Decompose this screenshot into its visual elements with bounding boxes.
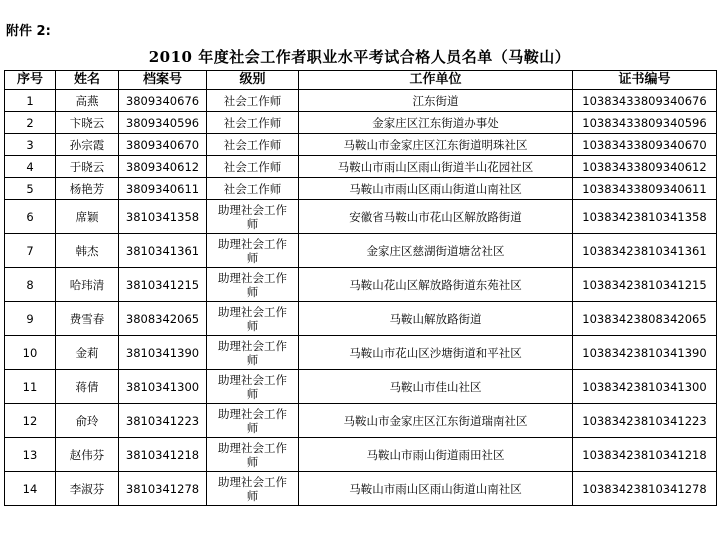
cell-cert: 10383433809340612 <box>573 156 717 178</box>
document-title: 2010 年度社会工作者职业水平考试合格人员名单（马鞍山） <box>148 48 571 66</box>
cell-cert: 10383423810341278 <box>573 472 717 506</box>
table-row <box>5 156 717 178</box>
cell-no: 9 <box>5 302 56 336</box>
cell-file: 3810341361 <box>119 234 207 268</box>
cell-no: 5 <box>5 178 56 200</box>
cell-name: 韩杰 <box>56 234 119 268</box>
col-header-name: 姓名 <box>56 71 119 90</box>
cell-cert: 10383423810341218 <box>573 438 717 472</box>
col-header-cert: 证书编号 <box>573 71 717 90</box>
table-row <box>5 234 717 268</box>
cell-cert: 10383423810341361 <box>573 234 717 268</box>
cell-file: 3809340612 <box>119 156 207 178</box>
cell-unit: 江东街道 <box>299 90 573 112</box>
cell-file: 3808342065 <box>119 302 207 336</box>
cell-level: 助理社会工作师 <box>207 200 299 234</box>
cell-no: 12 <box>5 404 56 438</box>
cell-name: 高燕 <box>56 90 119 112</box>
cell-level: 社会工作师 <box>207 90 299 112</box>
cell-name: 蒋倩 <box>56 370 119 404</box>
cell-file: 3810341390 <box>119 336 207 370</box>
cell-file: 3809340611 <box>119 178 207 200</box>
cell-unit: 金家庄区江东街道办事处 <box>299 112 573 134</box>
cell-no: 11 <box>5 370 56 404</box>
col-header-level: 级别 <box>207 71 299 90</box>
cell-no: 13 <box>5 438 56 472</box>
table-row <box>5 302 717 336</box>
cell-no: 3 <box>5 134 56 156</box>
cell-name: 哈玮清 <box>56 268 119 302</box>
table-row <box>5 200 717 234</box>
cell-cert: 10383423810341300 <box>573 370 717 404</box>
cell-cert: 10383423810341223 <box>573 404 717 438</box>
cell-name: 杨艳芳 <box>56 178 119 200</box>
cell-name: 于晓云 <box>56 156 119 178</box>
cell-no: 14 <box>5 472 56 506</box>
table-row <box>5 472 717 506</box>
roster-table <box>4 70 717 506</box>
cell-unit: 马鞍山市花山区沙塘街道和平社区 <box>299 336 573 370</box>
table-row <box>5 438 717 472</box>
cell-file: 3809340596 <box>119 112 207 134</box>
cell-name: 俞玲 <box>56 404 119 438</box>
table-row <box>5 336 717 370</box>
table-row <box>5 112 717 134</box>
table-row <box>5 134 717 156</box>
cell-level: 社会工作师 <box>207 156 299 178</box>
cell-level: 助理社会工作师 <box>207 336 299 370</box>
roster-body <box>5 90 717 506</box>
cell-cert: 10383433809340676 <box>573 90 717 112</box>
cell-unit: 马鞍山花山区解放路街道东苑社区 <box>299 268 573 302</box>
cell-name: 席颖 <box>56 200 119 234</box>
cell-cert: 10383423810341215 <box>573 268 717 302</box>
table-row <box>5 370 717 404</box>
cell-unit: 马鞍山解放路街道 <box>299 302 573 336</box>
cell-name: 卞晓云 <box>56 112 119 134</box>
cell-level: 助理社会工作师 <box>207 472 299 506</box>
cell-cert: 10383423808342065 <box>573 302 717 336</box>
cell-name: 李淑芬 <box>56 472 119 506</box>
cell-unit: 马鞍山市雨山区雨山街道半山花园社区 <box>299 156 573 178</box>
cell-file: 3810341218 <box>119 438 207 472</box>
cell-unit: 马鞍山市金家庄区江东街道明珠社区 <box>299 134 573 156</box>
cell-level: 助理社会工作师 <box>207 404 299 438</box>
cell-file: 3809340676 <box>119 90 207 112</box>
cell-name: 孙宗霞 <box>56 134 119 156</box>
cell-no: 6 <box>5 200 56 234</box>
cell-cert: 10383423810341390 <box>573 336 717 370</box>
cell-level: 助理社会工作师 <box>207 370 299 404</box>
cell-level: 助理社会工作师 <box>207 234 299 268</box>
cell-level: 社会工作师 <box>207 134 299 156</box>
cell-unit: 马鞍山市雨山区雨山街道山南社区 <box>299 472 573 506</box>
cell-cert: 10383433809340611 <box>573 178 717 200</box>
col-header-file: 档案号 <box>119 71 207 90</box>
cell-cert: 10383433809340670 <box>573 134 717 156</box>
cell-no: 10 <box>5 336 56 370</box>
table-row <box>5 404 717 438</box>
cell-unit: 马鞍山市雨山区雨山街道山南社区 <box>299 178 573 200</box>
cell-no: 4 <box>5 156 56 178</box>
cell-file: 3810341278 <box>119 472 207 506</box>
cell-file: 3809340670 <box>119 134 207 156</box>
table-row <box>5 268 717 302</box>
cell-no: 8 <box>5 268 56 302</box>
table-row <box>5 90 717 112</box>
cell-file: 3810341215 <box>119 268 207 302</box>
table-row <box>5 178 717 200</box>
cell-unit: 马鞍山市佳山社区 <box>299 370 573 404</box>
col-header-unit: 工作单位 <box>299 71 573 90</box>
cell-name: 赵伟芬 <box>56 438 119 472</box>
header-row <box>5 71 717 90</box>
cell-no: 2 <box>5 112 56 134</box>
cell-name: 金莉 <box>56 336 119 370</box>
cell-unit: 马鞍山市雨山街道雨田社区 <box>299 438 573 472</box>
cell-file: 3810341300 <box>119 370 207 404</box>
cell-level: 助理社会工作师 <box>207 438 299 472</box>
attachment-label: 附件 2: <box>6 24 51 39</box>
cell-unit: 马鞍山市金家庄区江东街道瑞南社区 <box>299 404 573 438</box>
cell-cert: 10383423810341358 <box>573 200 717 234</box>
cell-level: 助理社会工作师 <box>207 302 299 336</box>
cell-no: 7 <box>5 234 56 268</box>
cell-file: 3810341358 <box>119 200 207 234</box>
cell-unit: 安徽省马鞍山市花山区解放路街道 <box>299 200 573 234</box>
cell-level: 社会工作师 <box>207 178 299 200</box>
col-header-no: 序号 <box>5 71 56 90</box>
cell-file: 3810341223 <box>119 404 207 438</box>
cell-name: 费雪春 <box>56 302 119 336</box>
cell-unit: 金家庄区慈湖街道塘岔社区 <box>299 234 573 268</box>
cell-no: 1 <box>5 90 56 112</box>
cell-level: 助理社会工作师 <box>207 268 299 302</box>
cell-cert: 10383433809340596 <box>573 112 717 134</box>
cell-level: 社会工作师 <box>207 112 299 134</box>
